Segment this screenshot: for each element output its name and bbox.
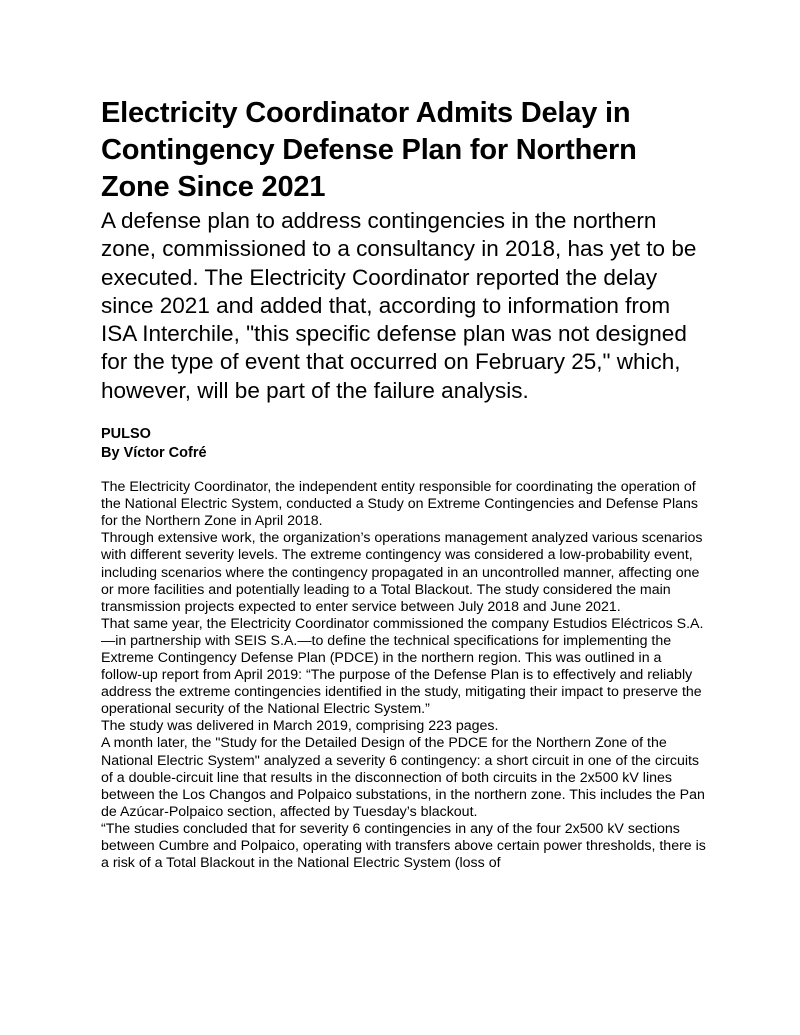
author-label: By Víctor Cofré (101, 445, 207, 462)
paragraph: A month later, the "Study for the Detailed Design of the PDCE for the Northern Zone of the National Electric System" analyzed a severity 6 contingency: a short circuit in one of the circuits of a double-circuit line that results in the disconnection of both circuits in the 2x500 kV lines between the Los Changos and Polpaico substations, in the northern zone. This includes the Pan de Azúcar-Polpaico section, affected by Tuesday’s blackout. (101, 735, 705, 820)
article-subtitle: A defense plan to address contingencies in the northern zone, commissioned to a consultancy in 2018, has yet to be executed. The Electricity Coordinator reported the delay since 2021 and added that, according to information from ISA Interchile, "this specific defense plan was not designed for the type of event that occurred on February 25," which, however, will be part of the failure analysis. (101, 208, 697, 403)
source-label: PULSO (101, 426, 151, 443)
article-title: Electricity Coordinator Admits Delay in Contingency Defense Plan for Northern Zone Since 2021 (101, 97, 637, 203)
paragraph: “The studies concluded that for severity 6 contingencies in any of the four 2x500 kV sections between Cumbre and Polpaico, operating with transfers above certain power thresholds, there is a risk of a Total Blackout in the National Electric System (loss of (101, 820, 706, 872)
article (101, 95, 706, 872)
paragraph: That same year, the Electricity Coordinator commissioned the company Estudios Eléctricos S.A.—in partnership with SEIS S.A.—to define the technical specifications for implementing the Extreme Contingency Defense Plan (PDCE) in the northern region. This was outlined in a follow-up report from April 2019: “The purpose of the Defense Plan is to effectively and reliably address the extreme contingencies identified in the study, mitigating their impact to preserve the operational security of the National Electric System.” (101, 615, 704, 718)
byline (101, 425, 706, 463)
article-body (101, 479, 706, 872)
paragraph: Through extensive work, the organization’s operations management analyzed various scenarios with different severity levels. The extreme contingency was considered a low-probability event, including scenarios where the contingency propagated in an uncontrolled manner, affecting one or more facilities and potentially leading to a Total Blackout. The study considered the main transmission projects expected to enter service between July 2018 and June 2021. (101, 530, 703, 615)
paragraph: The Electricity Coordinator, the independent entity responsible for coordinating the operation of the National Electric System, conducted a Study on Extreme Contingencies and Defense Plans for the Northern Zone in April 2018. (101, 479, 698, 530)
paragraph: The study was delivered in March 2019, comprising 223 pages. (101, 718, 499, 735)
